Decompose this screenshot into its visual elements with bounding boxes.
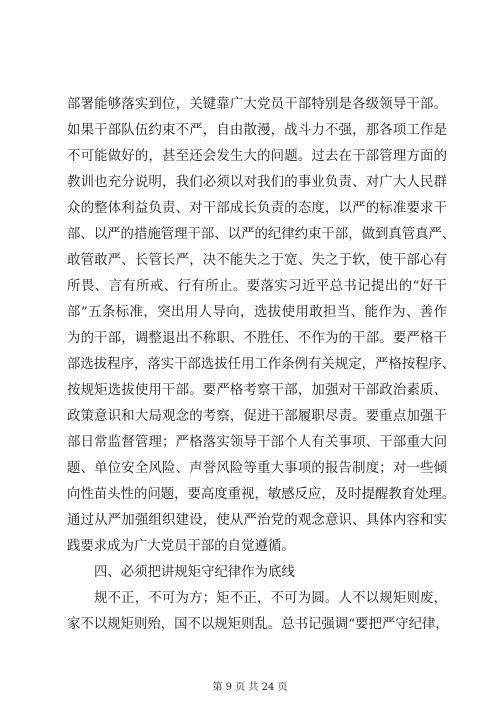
section-heading: 四、必须把讲规矩守纪律作为底线	[94, 565, 295, 580]
text-line: 敢管敢严、长管长严，决不能失之于宽、失之于软，使干部心有	[67, 253, 447, 268]
text-line: 部日常监督管理；严格落实领导干部个人有关事项、干部重大问	[67, 435, 447, 450]
text-line: 按规矩选拔使用干部。要严格考察干部，加强对干部政治素质、	[67, 383, 447, 398]
text-line: 题、单位安全风险、声誉风险等重大事项的报告制度；对一些倾	[67, 461, 447, 476]
text-line: 所畏、言有所戒、行有所止。要落实习近平总书记提出的“好干	[67, 279, 447, 294]
text-line: 践要求成为广大党员干部的自觉遵循。	[67, 539, 295, 554]
text-line: 教训也充分说明，我们必须以对我们的事业负责、对广大人民群	[67, 175, 447, 190]
text-line: 规不正，不可为方；矩不正，不可为圆。人不以规矩则废，	[94, 591, 447, 606]
text-line: 部署能够落实到位，关键靠广大党员干部特别是各级领导干部。	[67, 97, 447, 112]
text-line: 不可能做好的，甚至还会发生大的问题。过去在干部管理方面的	[67, 149, 447, 164]
text-line: 政策意识和大局观念的考察，促进干部履职尽责。要重点加强干	[67, 409, 447, 424]
text-line: 部、以严的措施管理干部、以严的纪律约束干部，做到真管真严、	[67, 227, 456, 242]
body-text	[67, 92, 456, 638]
text-line: 如果干部队伍约束不严，自由散漫，战斗力不强，那各项工作是	[67, 123, 447, 138]
text-line: 部”五条标准，突出用人导向，选拔使用敢担当、能作为、善作	[67, 305, 447, 320]
text-line: 家不以规矩则殆，国不以规矩则乱。总书记强调“要把严守纪律，	[67, 617, 449, 632]
text-line: 部选拔程序，落实干部选拔任用工作条例有关规定，严格按程序、	[67, 357, 456, 372]
text-line: 众的整体利益负责、对干部成长负责的态度，以严的标准要求干	[67, 201, 447, 216]
text-line: 通过从严加强组织建设，使从严治党的观念意识、具体内容和实	[67, 513, 447, 528]
page-number: 第 9 页 共 24 页	[212, 682, 288, 693]
text-line: 为的干部，调整退出不称职、不胜任、不作为的干部。要严格干	[67, 331, 447, 346]
text-line: 向性苗头性的问题，要高度重视，敏感反应，及时提醒教育处理。	[67, 487, 456, 502]
